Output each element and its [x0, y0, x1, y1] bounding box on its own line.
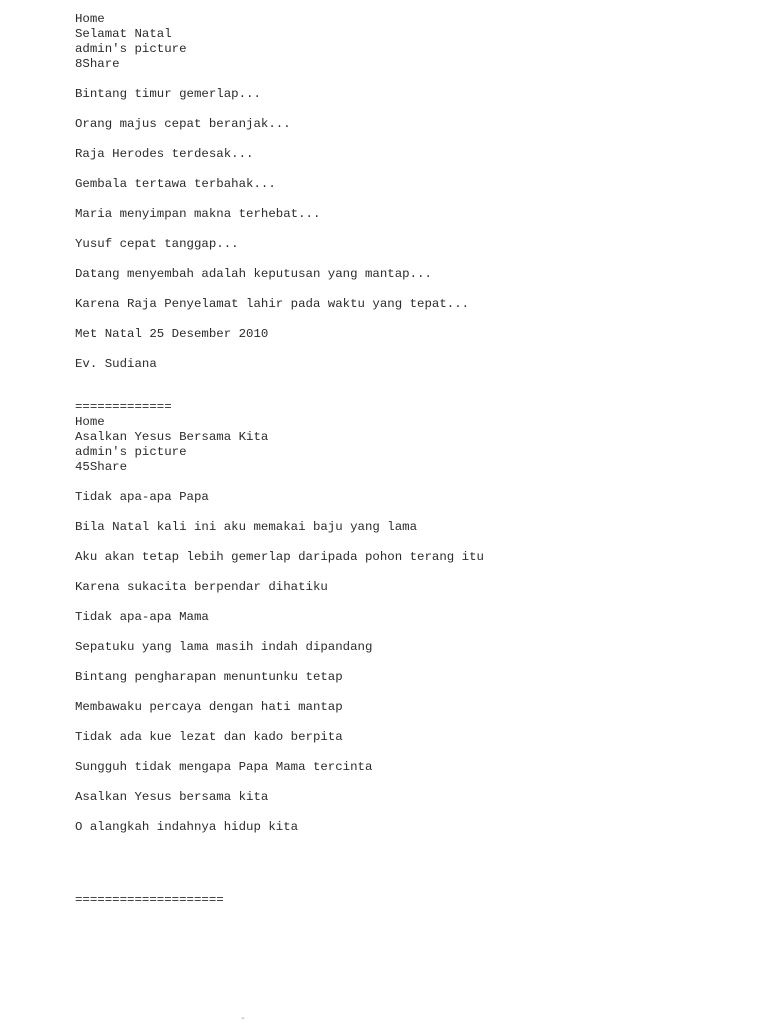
post-paragraph: Karena Raja Penyelamat lahir pada waktu yang tepat...: [75, 297, 470, 311]
post-paragraph: Bintang pengharapan menuntunku tetap: [75, 670, 343, 684]
document-page: [75, 12, 735, 908]
post-paragraph: Datang menyembah adalah keputusan yang mantap...: [75, 267, 432, 281]
post-selamat-natal: [75, 12, 735, 372]
post-paragraph: Yusuf cepat tanggap...: [75, 237, 239, 251]
post-paragraph: Raja Herodes terdesak...: [75, 147, 254, 161]
post-paragraph: Bintang timur gemerlap...: [75, 87, 261, 101]
section-separator: ====================: [75, 893, 224, 907]
post-paragraph: Met Natal 25 Desember 2010: [75, 327, 269, 341]
post-paragraph: O alangkah indahnya hidup kita: [75, 820, 299, 834]
post-paragraph: Asalkan Yesus bersama kita: [75, 790, 269, 804]
post-asalkan-yesus-bersama-kita: [75, 415, 735, 835]
post-paragraph: Aku akan tetap lebih gemerlap daripada pohon terang itu: [75, 550, 484, 564]
section-separator: =============: [75, 400, 172, 414]
share-count[interactable]: 8Share: [75, 57, 120, 71]
post-paragraph: Sepatuku yang lama masih indah dipandang: [75, 640, 373, 654]
home-link[interactable]: Home: [75, 415, 105, 429]
post-title[interactable]: Asalkan Yesus Bersama Kita: [75, 430, 269, 444]
post-paragraph: Sungguh tidak mengapa Papa Mama tercinta: [75, 760, 373, 774]
stray-mark: ‐: [240, 1014, 247, 1025]
author-picture-label: admin's picture: [75, 445, 187, 459]
author-picture-label: admin's picture: [75, 42, 187, 56]
share-count[interactable]: 45Share: [75, 460, 128, 474]
post-paragraph: Gembala tertawa terbahak...: [75, 177, 276, 191]
post-paragraph: Orang majus cepat beranjak...: [75, 117, 291, 131]
post-paragraph: Membawaku percaya dengan hati mantap: [75, 700, 343, 714]
post-signature: Ev. Sudiana: [75, 357, 157, 371]
post-paragraph: Tidak ada kue lezat dan kado berpita: [75, 730, 343, 744]
post-paragraph: Tidak apa-apa Papa: [75, 490, 209, 504]
post-paragraph: Tidak apa-apa Mama: [75, 610, 209, 624]
post-paragraph: Karena sukacita berpendar dihatiku: [75, 580, 328, 594]
post-title[interactable]: Selamat Natal: [75, 27, 172, 41]
post-paragraph: Bila Natal kali ini aku memakai baju yang lama: [75, 520, 418, 534]
home-link[interactable]: Home: [75, 12, 105, 26]
post-paragraph: Maria menyimpan makna terhebat...: [75, 207, 321, 221]
